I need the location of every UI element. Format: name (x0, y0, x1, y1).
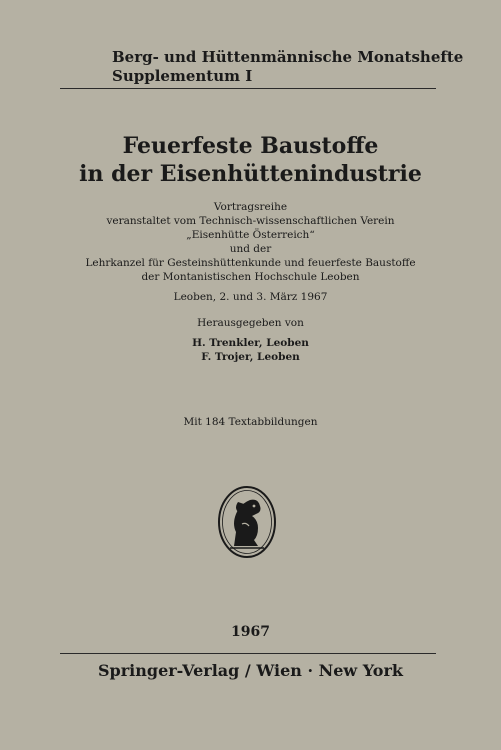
editors-label: Herausgegeben von (197, 317, 304, 329)
series-supplement: Supplementum I (112, 67, 253, 85)
series-name: Berg- und Hüttenmännische Monatshefte (112, 48, 464, 66)
description-line-6: der Montanistischen Hochschule Leoben (141, 271, 360, 283)
illustrations-note: Mit 184 Textabbildungen (183, 416, 318, 428)
top-rule (60, 88, 436, 89)
description-line-4: und der (229, 243, 272, 255)
title-line-1: Feuerfeste Baustoffe (122, 133, 379, 159)
editor-2: F. Trojer, Leoben (201, 351, 300, 363)
description-line-1: Vortragsreihe (213, 201, 288, 213)
book-title (0, 132, 501, 188)
place-date: Leoben, 2. und 3. März 1967 (173, 291, 328, 303)
description-line-5: Lehrkanzel für Gesteinshüttenkunde und feuerfeste Baustoffe (85, 257, 416, 269)
editor-1: H. Trenkler, Leoben (192, 337, 309, 349)
description-line-3: „Eisenhütte Österreich“ (186, 229, 315, 241)
publisher-imprint: Springer-Verlag / Wien · New York (98, 661, 403, 680)
series-title (112, 48, 463, 86)
publication-year: 1967 (231, 624, 270, 640)
bottom-rule (60, 653, 436, 654)
publisher-seal-icon (216, 484, 278, 560)
title-line-2: in der Eisenhüttenindustrie (79, 161, 422, 187)
description-line-2: veranstaltet vom Technisch-wissenschaftlichen Verein (106, 215, 395, 227)
